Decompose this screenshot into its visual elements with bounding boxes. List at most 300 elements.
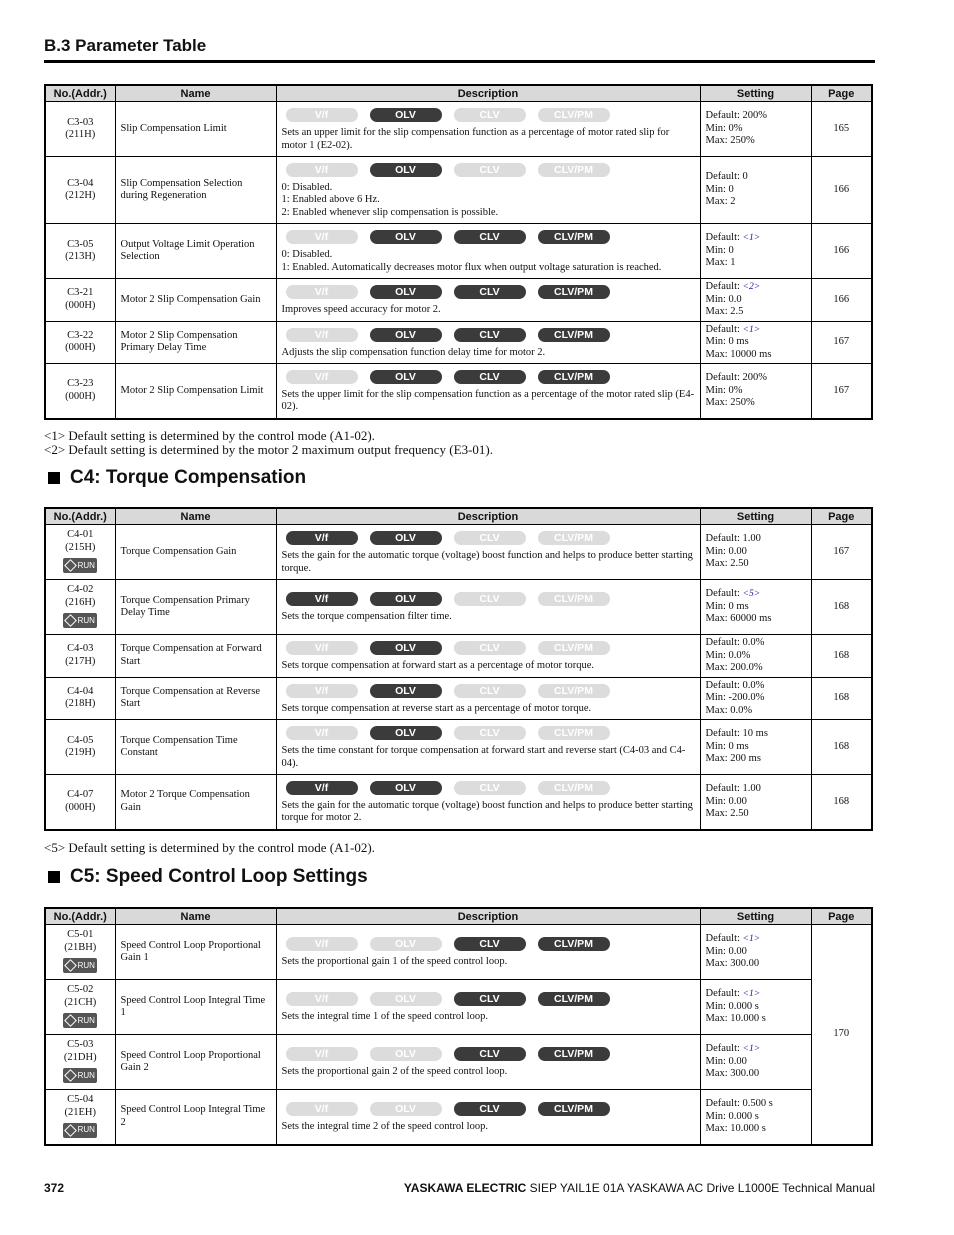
table-row (45, 580, 872, 635)
control-mode-badge: OLV (370, 781, 442, 795)
param-name: Speed Control Loop Proportional Gain 1 (115, 925, 276, 980)
param-address: (219H) (65, 747, 96, 758)
param-description: Sets the upper limit for the slip compensation function as a percentage of the motor rated slip (E4-02). (281, 388, 695, 413)
page-number: 168 (811, 775, 872, 830)
control-mode-badge: CLV (454, 592, 526, 606)
param-description: Sets an upper limit for the slip compensation function as a percentage of motor rated slip for motor 1 (E2-02). (281, 127, 670, 151)
param-description-cell (276, 224, 700, 279)
run-badge-icon (63, 1068, 97, 1083)
page-number: 168 (811, 580, 872, 635)
max-value: Max: 250% (705, 135, 755, 147)
param-number: C3-03 (67, 116, 94, 128)
section-heading-c5 (48, 866, 368, 888)
param-description: Sets the torque compensation filter time. (281, 611, 452, 623)
run-badge-label: RUN (77, 560, 95, 570)
control-mode-badges (286, 370, 695, 384)
control-mode-badge: OLV (370, 370, 442, 384)
param-address: (000H) (65, 342, 96, 354)
param-name: Motor 2 Torque Compensation Gain (115, 775, 276, 830)
control-mode-badge: OLV (370, 163, 442, 177)
param-description-cell (276, 980, 700, 1035)
control-mode-badge: V/f (286, 328, 358, 342)
control-mode-badge: CLV (454, 726, 526, 740)
max-value: Max: 0.0% (705, 704, 753, 716)
param-address: (213H) (65, 251, 96, 262)
default-value: Default: 0.0% (705, 679, 765, 691)
parameter-table-c3 (44, 84, 873, 420)
param-name: Speed Control Loop Proportional Gain 2 (115, 1035, 276, 1090)
table-row (45, 321, 872, 364)
param-description-cell (276, 279, 700, 322)
param-setting-cell (700, 1035, 811, 1090)
default-value: Default: (705, 588, 740, 600)
control-mode-badge: CLV/PM (538, 641, 610, 655)
default-line (706, 680, 806, 693)
section-title-c5: C5: Speed Control Loop Settings (70, 866, 368, 887)
param-address: (217H) (65, 655, 96, 667)
table-header-row (45, 908, 872, 925)
param-description: Sets the gain for the automatic torque (voltage) boost function and helps to produce better starting torque for motor 2. (281, 799, 693, 824)
diamond-icon (64, 1124, 77, 1137)
control-mode-badge: CLV (454, 163, 526, 177)
control-mode-badge: CLV/PM (538, 1047, 610, 1061)
param-setting-cell (700, 980, 811, 1035)
diamond-icon (64, 1014, 77, 1027)
default-line (706, 281, 806, 294)
min-value: Min: 0.00 (705, 945, 747, 957)
control-mode-badges (286, 781, 695, 795)
param-name: Speed Control Loop Integral Time 2 (115, 1090, 276, 1145)
param-description-cell (276, 925, 700, 980)
control-mode-badge: OLV (370, 726, 442, 740)
control-mode-badge: CLV/PM (538, 937, 610, 951)
table-header-row (45, 85, 872, 102)
default-line (706, 171, 806, 184)
footnote-ref: <1> (742, 233, 761, 244)
param-number: C3-05 (67, 238, 94, 250)
default-line (706, 1043, 806, 1056)
control-mode-badges (286, 992, 695, 1006)
param-number-cell (45, 321, 115, 364)
control-mode-badge: CLV/PM (538, 684, 610, 698)
diamond-icon (64, 559, 77, 572)
param-number: C4-05 (67, 734, 94, 746)
page-number: 168 (811, 677, 872, 720)
page-number: 166 (811, 279, 872, 322)
min-value: Min: -200.0% (705, 692, 765, 703)
param-description-cell (276, 157, 700, 224)
control-mode-badge: CLV (454, 328, 526, 342)
control-mode-badges (286, 285, 695, 299)
param-number: C4-07 (67, 789, 94, 801)
parameter-table-c4 (44, 507, 873, 831)
max-value: Max: 2 (705, 196, 736, 208)
control-mode-badge: OLV (370, 992, 442, 1006)
page-header-title: B.3 Parameter Table (44, 36, 875, 63)
control-mode-badge: CLV (454, 531, 526, 545)
column-header: Setting (700, 508, 811, 525)
footer-doc-info (404, 1181, 875, 1195)
control-mode-badges (286, 684, 695, 698)
control-mode-badge: CLV/PM (538, 592, 610, 606)
param-setting-cell (700, 1090, 811, 1145)
footnote-ref: <1> (742, 934, 761, 945)
default-line (706, 110, 806, 123)
param-description: Sets torque compensation at forward start as a percentage of motor torque. (281, 660, 595, 671)
footer-page-number: 372 (44, 1181, 65, 1195)
run-badge-icon (63, 1123, 97, 1138)
param-number: C3-21 (67, 287, 94, 299)
section-heading-c4 (48, 467, 306, 489)
control-mode-badges (286, 531, 695, 545)
param-name: Torque Compensation Time Constant (115, 720, 276, 775)
param-address: (21EH) (64, 1106, 96, 1118)
default-value: Default: 0 (705, 171, 748, 183)
control-mode-badge: CLV/PM (538, 328, 610, 342)
param-address: (000H) (65, 299, 96, 311)
param-description: 0: Disabled. 1: Enabled. Automatically decreases motor flux when output voltage saturation is reached. (281, 249, 662, 273)
default-line (706, 637, 806, 650)
default-value: Default: 1.00 (705, 783, 761, 794)
default-line (706, 783, 806, 796)
param-address: (21BH) (64, 941, 97, 953)
control-mode-badge: OLV (370, 937, 442, 951)
table-header-row (45, 508, 872, 525)
column-header: No.(Addr.) (45, 508, 115, 525)
default-value: Default: (705, 232, 740, 244)
column-header: No.(Addr.) (45, 908, 115, 925)
max-value: Max: 1 (705, 257, 736, 269)
table-row (45, 720, 872, 775)
param-name: Slip Compensation Selection during Regeneration (115, 157, 276, 224)
column-header: Name (115, 908, 276, 925)
table-row (45, 1090, 872, 1145)
column-header: Setting (700, 908, 811, 925)
default-line (706, 933, 806, 946)
control-mode-badges (286, 937, 695, 951)
control-mode-badge: CLV/PM (538, 163, 610, 177)
run-badge-icon (63, 613, 97, 628)
param-name: Torque Compensation at Reverse Start (115, 677, 276, 720)
column-header: Name (115, 508, 276, 525)
column-header: Name (115, 85, 276, 102)
param-number-cell (45, 925, 115, 980)
run-badge-label: RUN (77, 1015, 95, 1025)
min-value: Min: 0.0% (705, 649, 751, 661)
param-setting-cell (700, 580, 811, 635)
control-mode-badge: V/f (286, 684, 358, 698)
param-name: Torque Compensation at Forward Start (115, 635, 276, 678)
param-setting-cell (700, 635, 811, 678)
param-number-cell (45, 224, 115, 279)
control-mode-badge: OLV (370, 328, 442, 342)
square-bullet-icon (48, 871, 60, 883)
param-number-cell (45, 677, 115, 720)
table-row (45, 525, 872, 580)
page-number: 167 (811, 364, 872, 419)
column-header: Description (276, 508, 700, 525)
footnote-ref: <1> (742, 989, 761, 1000)
param-description-cell (276, 677, 700, 720)
param-number-cell (45, 157, 115, 224)
run-badge-label: RUN (77, 1125, 95, 1135)
param-description-cell (276, 580, 700, 635)
page-number: 168 (811, 720, 872, 775)
table-row (45, 102, 872, 157)
default-line (706, 324, 806, 337)
param-number-cell (45, 364, 115, 419)
control-mode-badge: V/f (286, 1102, 358, 1116)
param-number-cell (45, 525, 115, 580)
param-name: Speed Control Loop Integral Time 1 (115, 980, 276, 1035)
control-mode-badge: OLV (370, 1047, 442, 1061)
control-mode-badge: OLV (370, 592, 442, 606)
param-setting-cell (700, 925, 811, 980)
control-mode-badges (286, 1047, 695, 1061)
param-name: Motor 2 Slip Compensation Limit (115, 364, 276, 419)
default-value: Default: 0.0% (705, 637, 765, 648)
default-value: Default: 200% (705, 372, 768, 383)
param-address: (218H) (65, 698, 96, 710)
min-value: Min: 0 ms (705, 600, 749, 612)
param-description: Sets torque compensation at reverse start as a percentage of motor torque. (281, 702, 592, 714)
param-setting-cell (700, 102, 811, 157)
max-value: Max: 2.50 (705, 808, 749, 819)
control-mode-badge: CLV (454, 641, 526, 655)
param-description-cell (276, 364, 700, 419)
control-mode-badge: V/f (286, 531, 358, 545)
table-row (45, 364, 872, 419)
control-mode-badge: CLV (454, 285, 526, 299)
control-mode-badge: CLV/PM (538, 285, 610, 299)
control-mode-badges (286, 726, 695, 740)
param-address: (216H) (65, 596, 96, 608)
param-address: (000H) (65, 390, 96, 402)
column-header: Page (811, 908, 872, 925)
column-header: No.(Addr.) (45, 85, 115, 102)
table-row (45, 677, 872, 720)
param-number-cell (45, 1035, 115, 1090)
param-name: Slip Compensation Limit (115, 102, 276, 157)
note-c3-1: <1> Default setting is determined by the control mode (A1-02). (44, 428, 375, 443)
control-mode-badges (286, 641, 695, 655)
diamond-icon (64, 1069, 77, 1082)
min-value: Min: 0 (705, 244, 734, 256)
max-value: Max: 300.00 (705, 1068, 760, 1080)
control-mode-badge: CLV/PM (538, 531, 610, 545)
param-description-cell (276, 102, 700, 157)
control-mode-badge: V/f (286, 163, 358, 177)
param-setting-cell (700, 279, 811, 322)
control-mode-badge: V/f (286, 108, 358, 122)
param-address: (21DH) (63, 1051, 97, 1063)
control-mode-badge: CLV (454, 108, 526, 122)
control-mode-badge: CLV (454, 992, 526, 1006)
param-number-cell (45, 720, 115, 775)
min-value: Min: 0% (705, 384, 743, 396)
max-value: Max: 60000 ms (705, 613, 772, 625)
control-mode-badge: V/f (286, 1047, 358, 1061)
min-value: Min: 0.000 s (705, 1110, 759, 1122)
table-row (45, 157, 872, 224)
control-mode-badge: V/f (286, 230, 358, 244)
column-header: Page (811, 508, 872, 525)
param-description: 0: Disabled. 1: Enabled above 6 Hz. 2: Enabled whenever slip compensation is possible. (281, 181, 499, 218)
control-mode-badge: CLV/PM (538, 108, 610, 122)
control-mode-badge: CLV (454, 937, 526, 951)
control-mode-badge: CLV (454, 370, 526, 384)
param-setting-cell (700, 775, 811, 830)
default-value: Default: (705, 1043, 740, 1055)
default-line (706, 1098, 806, 1111)
control-mode-badge: CLV (454, 1047, 526, 1061)
param-description: Sets the proportional gain 2 of the speed control loop. (281, 1066, 508, 1078)
param-description-cell (276, 321, 700, 364)
control-mode-badge: CLV/PM (538, 726, 610, 740)
table-row (45, 279, 872, 322)
param-description-cell (276, 775, 700, 830)
param-setting-cell (700, 677, 811, 720)
run-badge-icon (63, 1013, 97, 1028)
control-mode-badge: OLV (370, 684, 442, 698)
param-number: C4-01 (67, 529, 94, 541)
control-mode-badge: V/f (286, 781, 358, 795)
page-number: 168 (811, 635, 872, 678)
param-address: (215H) (65, 541, 96, 553)
column-header: Description (276, 85, 700, 102)
param-description: Sets the proportional gain 1 of the speed control loop. (281, 956, 508, 968)
table-row (45, 224, 872, 279)
page-number: 167 (811, 321, 872, 364)
section-title-c4: C4: Torque Compensation (70, 467, 307, 488)
param-name: Motor 2 Slip Compensation Gain (115, 279, 276, 322)
default-line (706, 988, 806, 1001)
control-mode-badges (286, 328, 695, 342)
default-value: Default: 1.00 (705, 533, 761, 545)
control-mode-badge: CLV/PM (538, 230, 610, 244)
control-mode-badge: CLV (454, 684, 526, 698)
control-mode-badge: OLV (370, 108, 442, 122)
param-description-cell (276, 525, 700, 580)
default-line (706, 232, 806, 245)
page-number: 165 (811, 102, 872, 157)
run-badge-icon (63, 558, 97, 573)
default-value: Default: (705, 281, 740, 292)
param-number-cell (45, 775, 115, 830)
default-line (706, 533, 806, 546)
param-number-cell (45, 102, 115, 157)
control-mode-badge: OLV (370, 1102, 442, 1116)
param-description-cell (276, 1035, 700, 1090)
footnote-ref: <5> (742, 589, 761, 600)
param-number: C4-04 (67, 685, 94, 697)
run-badge-label: RUN (77, 615, 95, 625)
max-value: Max: 300.00 (705, 958, 760, 970)
control-mode-badge: V/f (286, 937, 358, 951)
param-number-cell (45, 580, 115, 635)
param-name: Torque Compensation Primary Delay Time (115, 580, 276, 635)
param-number: C5-03 (67, 1039, 94, 1051)
param-description-cell (276, 635, 700, 678)
min-value: Min: 0.00 (705, 1055, 747, 1067)
control-mode-badge: CLV/PM (538, 781, 610, 795)
max-value: Max: 2.50 (705, 558, 749, 570)
max-value: Max: 10000 ms (705, 348, 772, 360)
param-number: C5-04 (67, 1094, 94, 1105)
param-description: Adjusts the slip compensation function delay time for motor 2. (281, 346, 546, 358)
default-value: Default: (705, 988, 740, 1000)
column-header: Description (276, 908, 700, 925)
param-number: C3-22 (67, 329, 94, 341)
control-mode-badge: V/f (286, 992, 358, 1006)
diamond-icon (64, 614, 77, 627)
default-value: Default: 200% (705, 110, 768, 122)
default-value: Default: (705, 933, 740, 945)
param-number: C4-03 (67, 643, 94, 655)
param-description: Sets the integral time 2 of the speed control loop. (281, 1121, 488, 1132)
min-value: Min: 0.00 (705, 545, 747, 557)
footnote-ref: <2> (742, 282, 761, 292)
parameter-table-c5 (44, 907, 873, 1146)
max-value: Max: 250% (705, 397, 755, 408)
default-line (706, 372, 806, 385)
control-mode-badge: V/f (286, 641, 358, 655)
page-number: 166 (811, 224, 872, 279)
run-badge-icon (63, 958, 97, 973)
param-name: Torque Compensation Gain (115, 525, 276, 580)
param-number: C5-02 (67, 984, 94, 996)
control-mode-badges (286, 1102, 695, 1116)
column-header: Page (811, 85, 872, 102)
table-row (45, 980, 872, 1035)
table-row (45, 925, 872, 980)
run-badge-label: RUN (77, 1070, 95, 1080)
param-number-cell (45, 1090, 115, 1145)
param-address: (000H) (65, 801, 96, 813)
min-value: Min: 0 ms (705, 336, 749, 347)
param-number-cell (45, 635, 115, 678)
control-mode-badge: OLV (370, 230, 442, 244)
control-mode-badge: V/f (286, 726, 358, 740)
param-address: (212H) (65, 190, 96, 201)
control-mode-badge: OLV (370, 285, 442, 299)
control-mode-badges (286, 163, 695, 177)
param-description: Sets the gain for the automatic torque (voltage) boost function and helps to produce better starting torque. (281, 550, 693, 574)
param-number: C3-23 (67, 378, 94, 390)
param-description-cell (276, 1090, 700, 1145)
param-description: Sets the integral time 1 of the speed control loop. (281, 1011, 488, 1023)
footer-doc-title: SIEP YAIL1E 01A YASKAWA AC Drive L1000E Technical Manual (526, 1181, 875, 1195)
control-mode-badge: V/f (286, 370, 358, 384)
param-address: (211H) (65, 129, 96, 140)
param-setting-cell (700, 364, 811, 419)
control-mode-badges (286, 592, 695, 606)
control-mode-badges (286, 108, 695, 122)
table-row (45, 775, 872, 830)
param-number: C3-04 (67, 177, 94, 189)
control-mode-badge: CLV/PM (538, 1102, 610, 1116)
default-value: Default: 0.500 s (705, 1098, 773, 1109)
max-value: Max: 10.000 s (705, 1123, 766, 1134)
param-setting-cell (700, 525, 811, 580)
table-row (45, 635, 872, 678)
footnote-ref: <1> (742, 324, 761, 335)
min-value: Min: 0 ms (705, 740, 749, 752)
param-number: C4-02 (67, 584, 94, 596)
control-mode-badge: CLV (454, 1102, 526, 1116)
param-setting-cell (700, 157, 811, 224)
page-number: 170 (811, 925, 872, 1145)
